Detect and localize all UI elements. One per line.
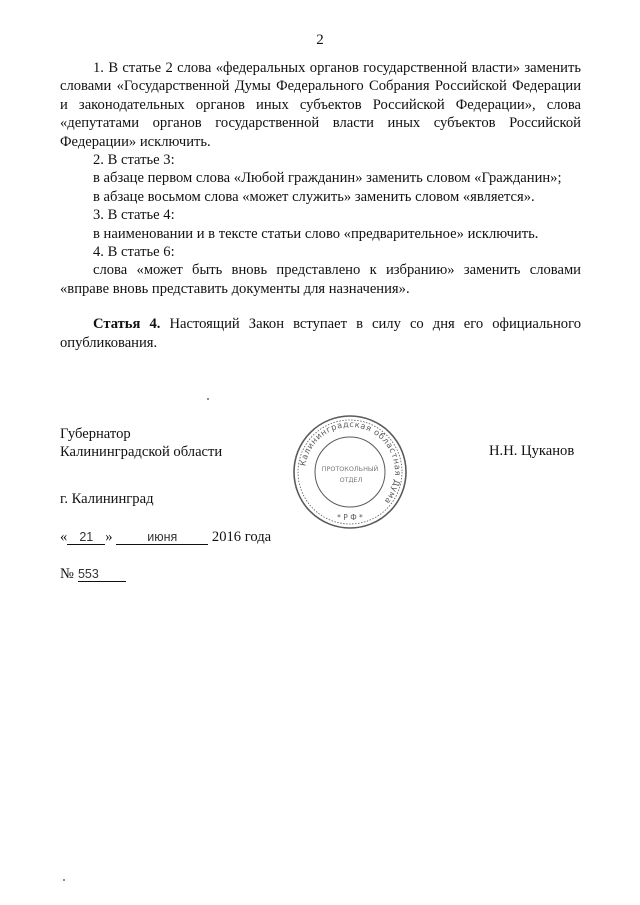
amendment-paragraph-7: 4. В статье 6: (93, 244, 175, 261)
date-month: июня (116, 530, 208, 545)
seal-ring-text (297, 419, 403, 507)
seal-bottom-text: * Р Ф * (337, 513, 363, 522)
amendment-paragraph-5: 3. В статье 4: (93, 207, 175, 224)
seal-ring-text-content: Калининградская областная Дума (297, 418, 404, 507)
seal-center-line-1: ПРОТОКОЛЬНЫЙ (321, 465, 379, 473)
official-seal (291, 413, 409, 531)
article-4-label: Статья 4. (93, 316, 161, 333)
law-number (60, 566, 126, 583)
date-open-quote: « (60, 529, 68, 545)
law-amendments-text (60, 59, 581, 352)
signatory-title-line-2: Калининградской области (60, 444, 223, 461)
signatory-title (60, 425, 222, 462)
scan-speck (207, 398, 209, 400)
amendment-paragraph-4: в абзаце восьмом слова «может служить» заменить словом «является». (93, 188, 535, 205)
signing-place: г. Калининград (60, 491, 154, 507)
date-year: 2016 года (211, 529, 272, 545)
seal-center-line-2: ОТДЕЛ (339, 476, 363, 484)
amendment-paragraph-2: 2. В статье 3: (93, 152, 175, 169)
signing-date (60, 529, 271, 546)
number-prefix: № (60, 566, 74, 582)
date-close-quote: » (105, 529, 113, 545)
article-4 (60, 315, 581, 352)
number-value: 553 (78, 567, 126, 582)
amendment-paragraph-1: 1. В статье 2 слова «федеральных органов государственной власти» заменить словами «Государственной Думы Федерального Собрания Российской Федерации и законодательных органов иных субъектов Российской Федерации», слова «депутатами органов государственной власти иных субъектов Российской Федерации» исключить. (60, 60, 581, 150)
page-number: 2 (316, 32, 324, 48)
signatory-title-line-1: Губернатор (60, 426, 131, 442)
date-day: 21 (67, 530, 105, 545)
article-4-text: Настоящий Закон вступает в силу со дня его официального опубликования. (60, 316, 581, 351)
scan-speck (63, 879, 65, 881)
amendment-paragraph-3: в абзаце первом слова «Любой гражданин» заменить словом «Гражданин»; (93, 170, 562, 187)
amendment-paragraph-6: в наименовании и в тексте статьи слово «предварительное» исключить. (93, 225, 539, 242)
signatory-name: Н.Н. Цуканов (489, 443, 575, 459)
amendment-paragraph-8: слова «может быть вновь представлено к избранию» заменить словами «вправе вновь представить документы для назначения». (60, 262, 581, 297)
